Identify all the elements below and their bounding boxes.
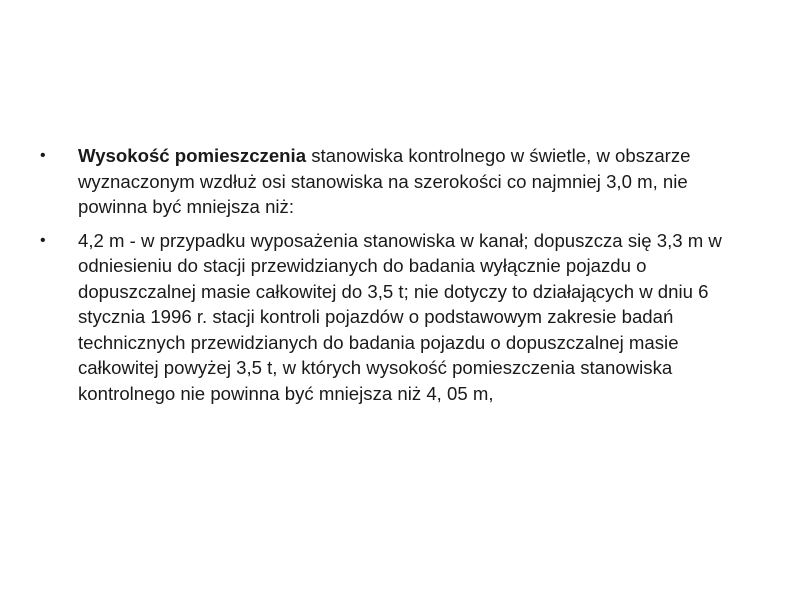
bullet-bold-lead: Wysokość pomieszczenia	[78, 145, 307, 166]
list-item	[40, 143, 740, 220]
bullet-text: 4,2 m - w przypadku wyposażenia stanowiska w kanał; dopuszcza się 3,3 m w odniesieniu do stacji przewidzianych do badania wyłącznie pojazdu o dopuszczalnej masie całkowitej do 3,5 t; nie dotyczy to działających w dniu 6 stycznia 1996 r. stacji kontroli pojazdów o podstawowym zakresie badań technicznych przewidzianych do badania pojazdu o dopuszczalnej masie całkowitej powyżej 3,5 t, w których wysokość pomieszczenia stanowiska kontrolnego nie powinna być mniejsza niż 4, 05 m,	[78, 229, 722, 404]
bullet-icon: •	[40, 231, 46, 249]
list-item	[40, 228, 740, 407]
bullet-icon: •	[40, 147, 46, 164]
bullet-list	[40, 143, 740, 414]
bullet-text: stanowiska kontrolnego w świetle, w obszarze wyznaczonym wzdłuż osi stanowiska na szerokości co najmniej 3,0 m, nie powinna być mniejsza niż:	[78, 145, 691, 217]
